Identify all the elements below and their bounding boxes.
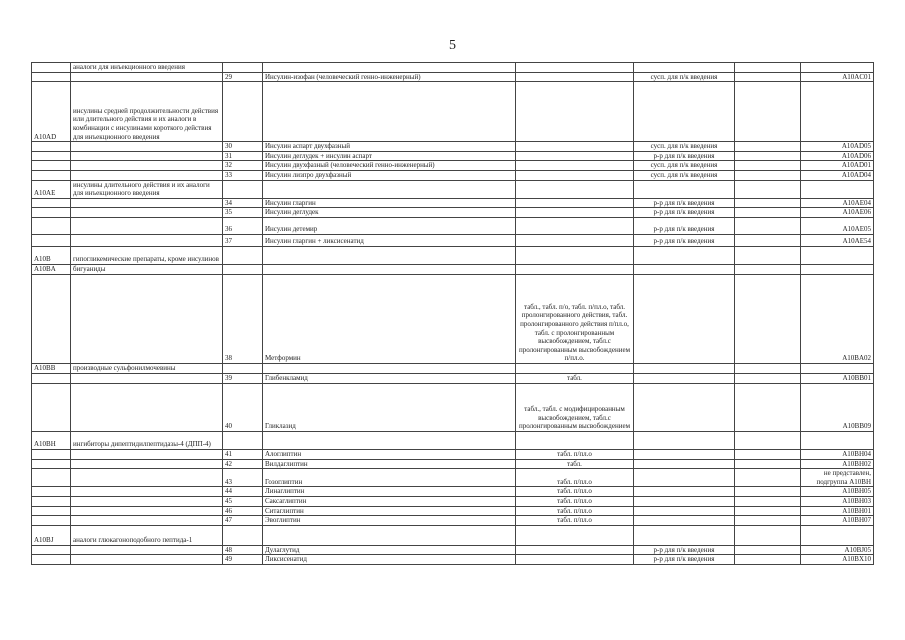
atc-group-code <box>32 506 71 516</box>
drug-name <box>263 180 516 198</box>
drug-name: Ситаглиптин <box>263 506 516 516</box>
dosage-form-injection <box>634 525 735 545</box>
dosage-form-tablets <box>516 234 634 246</box>
note-cell <box>735 506 801 516</box>
atc-code: A10BH05 <box>801 487 874 497</box>
atc-group-name <box>71 555 223 565</box>
atc-group-code <box>32 208 71 218</box>
atc-code: A10BH03 <box>801 496 874 506</box>
note-cell <box>735 431 801 449</box>
note-cell <box>735 161 801 171</box>
note-cell <box>735 449 801 459</box>
drug-name <box>263 63 516 73</box>
dosage-form-tablets <box>516 264 634 274</box>
dosage-form-injection <box>634 459 735 469</box>
drug-name: Линаглиптин <box>263 487 516 497</box>
table-row <box>32 208 874 218</box>
table-row <box>32 555 874 565</box>
atc-group-code <box>32 545 71 555</box>
atc-code: A10BJ05 <box>801 545 874 555</box>
atc-code: A10AD01 <box>801 161 874 171</box>
row-number: 35 <box>223 208 263 218</box>
drug-name <box>263 525 516 545</box>
drug-name: Инсулин аспарт двухфазный <box>263 142 516 152</box>
table-row <box>32 363 874 373</box>
atc-code <box>801 246 874 264</box>
atc-group-code <box>32 72 71 82</box>
table-row <box>32 82 874 142</box>
atc-group-name <box>71 198 223 208</box>
atc-group-code <box>32 234 71 246</box>
atc-group-name: инсулины длительного действия и их аналоги для инъекционного введения <box>71 180 223 198</box>
note-cell <box>735 469 801 487</box>
drug-name: Метформин <box>263 274 516 363</box>
row-number: 34 <box>223 198 263 208</box>
drug-name <box>263 431 516 449</box>
drug-name: Инсулин гларгин + ликсисенатид <box>263 234 516 246</box>
atc-group-name <box>71 151 223 161</box>
atc-group-code: A10BH <box>32 431 71 449</box>
atc-group-code <box>32 496 71 506</box>
atc-group-name: бигуаниды <box>71 264 223 274</box>
atc-group-code <box>32 142 71 152</box>
row-number <box>223 363 263 373</box>
table-row <box>32 459 874 469</box>
note-cell <box>735 198 801 208</box>
atc-group-code <box>32 274 71 363</box>
table-row <box>32 525 874 545</box>
atc-group-name <box>71 496 223 506</box>
atc-group-code <box>32 469 71 487</box>
dosage-form-injection: р-р для п/к введения <box>634 217 735 234</box>
note-cell <box>735 208 801 218</box>
row-number: 47 <box>223 516 263 526</box>
atc-group-code <box>32 151 71 161</box>
row-number: 37 <box>223 234 263 246</box>
dosage-form-injection: р-р для п/к введения <box>634 555 735 565</box>
dosage-form-tablets <box>516 246 634 264</box>
dosage-form-tablets: табл. п/пл.о <box>516 487 634 497</box>
atc-code: A10AE06 <box>801 208 874 218</box>
atc-group-name: производные сульфонилмочевины <box>71 363 223 373</box>
note-cell <box>735 217 801 234</box>
atc-code: не представлен, подгруппа A10BH <box>801 469 874 487</box>
row-number <box>223 180 263 198</box>
table-row <box>32 180 874 198</box>
dosage-form-injection: р-р для п/к введения <box>634 198 735 208</box>
atc-group-name <box>71 72 223 82</box>
atc-group-name <box>71 234 223 246</box>
dosage-form-injection <box>634 264 735 274</box>
drug-name: Инсулин детемир <box>263 217 516 234</box>
atc-group-code: A10BJ <box>32 525 71 545</box>
atc-code: A10BH01 <box>801 506 874 516</box>
dosage-form-tablets: табл. п/пл.о <box>516 506 634 516</box>
atc-code: A10BH07 <box>801 516 874 526</box>
note-cell <box>735 234 801 246</box>
atc-group-code <box>32 383 71 431</box>
row-number: 46 <box>223 506 263 516</box>
dosage-form-injection: р-р для п/к введения <box>634 234 735 246</box>
dosage-form-injection <box>634 383 735 431</box>
atc-group-name <box>71 274 223 363</box>
dosage-form-injection <box>634 431 735 449</box>
note-cell <box>735 496 801 506</box>
dosage-form-tablets: табл. п/пл.о <box>516 516 634 526</box>
table-row <box>32 264 874 274</box>
drug-name: Гликлазид <box>263 383 516 431</box>
dosage-form-injection: сусп. для п/к введения <box>634 72 735 82</box>
dosage-form-tablets <box>516 161 634 171</box>
atc-code <box>801 525 874 545</box>
note-cell <box>735 459 801 469</box>
atc-group-code: A10BA <box>32 264 71 274</box>
dosage-form-tablets: табл. <box>516 459 634 469</box>
drug-name: Инсулин-изофан (человеческий генно-инженерный) <box>263 72 516 82</box>
row-number: 36 <box>223 217 263 234</box>
drug-name: Инсулин деглудек <box>263 208 516 218</box>
atc-group-code: A10BB <box>32 363 71 373</box>
row-number: 32 <box>223 161 263 171</box>
atc-group-name <box>71 506 223 516</box>
atc-code <box>801 82 874 142</box>
dosage-form-tablets <box>516 525 634 545</box>
row-number: 48 <box>223 545 263 555</box>
dosage-form-tablets: табл., табл. п/о, табл. п/пл.о, табл. пролонгированного действия, табл. пролонгированного действия п/пл.о, табл. с пролонгированным высвобождением, табл.с пролонгированным высвобождением п/пл.о. <box>516 274 634 363</box>
atc-code: A10BB01 <box>801 373 874 383</box>
atc-group-code <box>32 217 71 234</box>
atc-code: A10AE54 <box>801 234 874 246</box>
table-row <box>32 496 874 506</box>
atc-group-code <box>32 516 71 526</box>
note-cell <box>735 516 801 526</box>
dosage-form-tablets <box>516 545 634 555</box>
note-cell <box>735 525 801 545</box>
note-cell <box>735 555 801 565</box>
dosage-form-injection <box>634 496 735 506</box>
atc-group-code <box>32 170 71 180</box>
drug-name: Инсулин лизпро двухфазный <box>263 170 516 180</box>
atc-group-name <box>71 142 223 152</box>
row-number: 42 <box>223 459 263 469</box>
note-cell <box>735 274 801 363</box>
dosage-form-tablets: табл., табл. с модифицированным высвобождением, табл.с пролонгированным высвобождением <box>516 383 634 431</box>
row-number: 45 <box>223 496 263 506</box>
drug-name: Ликсисенатид <box>263 555 516 565</box>
drug-name <box>263 82 516 142</box>
atc-group-name <box>71 373 223 383</box>
drug-name: Гозоглиптин <box>263 469 516 487</box>
note-cell <box>735 82 801 142</box>
atc-code: A10AE05 <box>801 217 874 234</box>
row-number: 29 <box>223 72 263 82</box>
atc-code: A10BX10 <box>801 555 874 565</box>
dosage-form-injection: сусп. для п/к введения <box>634 161 735 171</box>
note-cell <box>735 264 801 274</box>
dosage-form-tablets <box>516 217 634 234</box>
atc-code <box>801 431 874 449</box>
atc-group-code: A10B <box>32 246 71 264</box>
page-number: 5 <box>449 38 456 53</box>
dosage-form-injection <box>634 487 735 497</box>
atc-group-code <box>32 161 71 171</box>
atc-group-name <box>71 208 223 218</box>
note-cell <box>735 72 801 82</box>
table-row <box>32 487 874 497</box>
dosage-form-tablets <box>516 82 634 142</box>
dosage-form-tablets: табл. п/пл.о <box>516 496 634 506</box>
table-row <box>32 63 874 73</box>
dosage-form-injection: р-р для п/к введения <box>634 151 735 161</box>
dosage-form-injection <box>634 82 735 142</box>
drug-name: Алоглиптин <box>263 449 516 459</box>
note-cell <box>735 246 801 264</box>
atc-group-name <box>71 469 223 487</box>
dosage-form-tablets <box>516 208 634 218</box>
row-number <box>223 525 263 545</box>
row-number: 44 <box>223 487 263 497</box>
atc-group-name: гипогликемические препараты, кроме инсулинов <box>71 246 223 264</box>
row-number <box>223 431 263 449</box>
atc-group-name <box>71 545 223 555</box>
drug-name <box>263 246 516 264</box>
dosage-form-injection <box>634 246 735 264</box>
dosage-form-tablets <box>516 151 634 161</box>
atc-group-name <box>71 487 223 497</box>
dosage-form-injection <box>634 469 735 487</box>
atc-group-name <box>71 459 223 469</box>
dosage-form-injection <box>634 506 735 516</box>
atc-group-code: A10AE <box>32 180 71 198</box>
atc-group-code <box>32 63 71 73</box>
note-cell <box>735 180 801 198</box>
dosage-form-injection <box>634 363 735 373</box>
dosage-form-injection: сусп. для п/к введения <box>634 170 735 180</box>
row-number: 49 <box>223 555 263 565</box>
atc-code <box>801 363 874 373</box>
row-number: 38 <box>223 274 263 363</box>
table-row <box>32 274 874 363</box>
row-number: 30 <box>223 142 263 152</box>
dosage-form-injection <box>634 449 735 459</box>
dosage-form-injection <box>634 516 735 526</box>
note-cell <box>735 170 801 180</box>
atc-code: A10BH04 <box>801 449 874 459</box>
atc-group-name <box>71 217 223 234</box>
atc-code <box>801 63 874 73</box>
atc-group-name: инсулины средней продолжительности действия или длительного действия и их аналоги в комбинации с инсулинами короткого действия для инъекционного введения <box>71 82 223 142</box>
drug-name: Саксаглиптин <box>263 496 516 506</box>
dosage-form-tablets <box>516 63 634 73</box>
atc-code: A10BA02 <box>801 274 874 363</box>
dosage-form-tablets <box>516 142 634 152</box>
drug-name: Инсулин деглудек + инсулин аспарт <box>263 151 516 161</box>
drug-name <box>263 264 516 274</box>
atc-group-name <box>71 516 223 526</box>
dosage-form-tablets: табл. п/пл.о <box>516 449 634 459</box>
atc-group-code <box>32 555 71 565</box>
atc-code: A10AD04 <box>801 170 874 180</box>
note-cell <box>735 383 801 431</box>
table-row <box>32 142 874 152</box>
atc-code: A10AC01 <box>801 72 874 82</box>
dosage-form-tablets <box>516 198 634 208</box>
atc-group-name: ингибиторы дипептидилпептидазы-4 (ДПП-4) <box>71 431 223 449</box>
drug-name: Глибенкламид <box>263 373 516 383</box>
table-row <box>32 516 874 526</box>
atc-code: A10AE04 <box>801 198 874 208</box>
atc-group-name <box>71 383 223 431</box>
table-row <box>32 449 874 459</box>
table-row <box>32 246 874 264</box>
dosage-form-tablets <box>516 170 634 180</box>
row-number <box>223 264 263 274</box>
note-cell <box>735 545 801 555</box>
atc-group-name: аналоги глюкагоноподобного пептида-1 <box>71 525 223 545</box>
atc-code <box>801 180 874 198</box>
row-number: 39 <box>223 373 263 383</box>
table-row <box>32 373 874 383</box>
row-number: 40 <box>223 383 263 431</box>
table-row <box>32 72 874 82</box>
note-cell <box>735 373 801 383</box>
dosage-form-injection: р-р для п/к введения <box>634 208 735 218</box>
table-row <box>32 431 874 449</box>
row-number: 43 <box>223 469 263 487</box>
atc-group-code <box>32 487 71 497</box>
atc-group-name <box>71 449 223 459</box>
row-number: 31 <box>223 151 263 161</box>
table-row <box>32 161 874 171</box>
row-number: 33 <box>223 170 263 180</box>
dosage-form-tablets <box>516 180 634 198</box>
atc-group-code <box>32 373 71 383</box>
note-cell <box>735 363 801 373</box>
atc-group-code <box>32 459 71 469</box>
dosage-form-injection <box>634 63 735 73</box>
note-cell <box>735 142 801 152</box>
table-row <box>32 506 874 516</box>
table-row <box>32 151 874 161</box>
row-number <box>223 82 263 142</box>
drug-name: Дулаглутид <box>263 545 516 555</box>
drug-name: Инсулин гларгин <box>263 198 516 208</box>
atc-code: A10BH02 <box>801 459 874 469</box>
dosage-form-tablets <box>516 431 634 449</box>
table-row <box>32 383 874 431</box>
atc-group-name: аналоги для инъекционного введения <box>71 63 223 73</box>
table-row <box>32 234 874 246</box>
table-row <box>32 545 874 555</box>
note-cell <box>735 151 801 161</box>
dosage-form-tablets <box>516 72 634 82</box>
table-row <box>32 170 874 180</box>
dosage-form-injection <box>634 274 735 363</box>
dosage-form-injection <box>634 373 735 383</box>
dosage-form-injection: р-р для п/к введения <box>634 545 735 555</box>
drug-name: Инсулин двухфазный (человеческий генно-инженерный) <box>263 161 516 171</box>
row-number <box>223 63 263 73</box>
medication-table <box>31 62 874 565</box>
atc-group-code <box>32 198 71 208</box>
drug-name: Эвоглиптин <box>263 516 516 526</box>
atc-group-code: A10AD <box>32 82 71 142</box>
atc-group-code <box>32 449 71 459</box>
dosage-form-injection: сусп. для п/к введения <box>634 142 735 152</box>
drug-name <box>263 363 516 373</box>
note-cell <box>735 63 801 73</box>
atc-group-name <box>71 161 223 171</box>
row-number: 41 <box>223 449 263 459</box>
table-row <box>32 469 874 487</box>
table-row <box>32 217 874 234</box>
dosage-form-tablets: табл. <box>516 373 634 383</box>
row-number <box>223 246 263 264</box>
drug-name: Вилдаглиптин <box>263 459 516 469</box>
atc-code: A10AD05 <box>801 142 874 152</box>
atc-code: A10BB09 <box>801 383 874 431</box>
atc-code: A10AD06 <box>801 151 874 161</box>
dosage-form-tablets: табл. п/пл.о <box>516 469 634 487</box>
atc-code <box>801 264 874 274</box>
atc-group-name <box>71 170 223 180</box>
table-row <box>32 198 874 208</box>
dosage-form-tablets <box>516 363 634 373</box>
note-cell <box>735 487 801 497</box>
dosage-form-tablets <box>516 555 634 565</box>
dosage-form-injection <box>634 180 735 198</box>
